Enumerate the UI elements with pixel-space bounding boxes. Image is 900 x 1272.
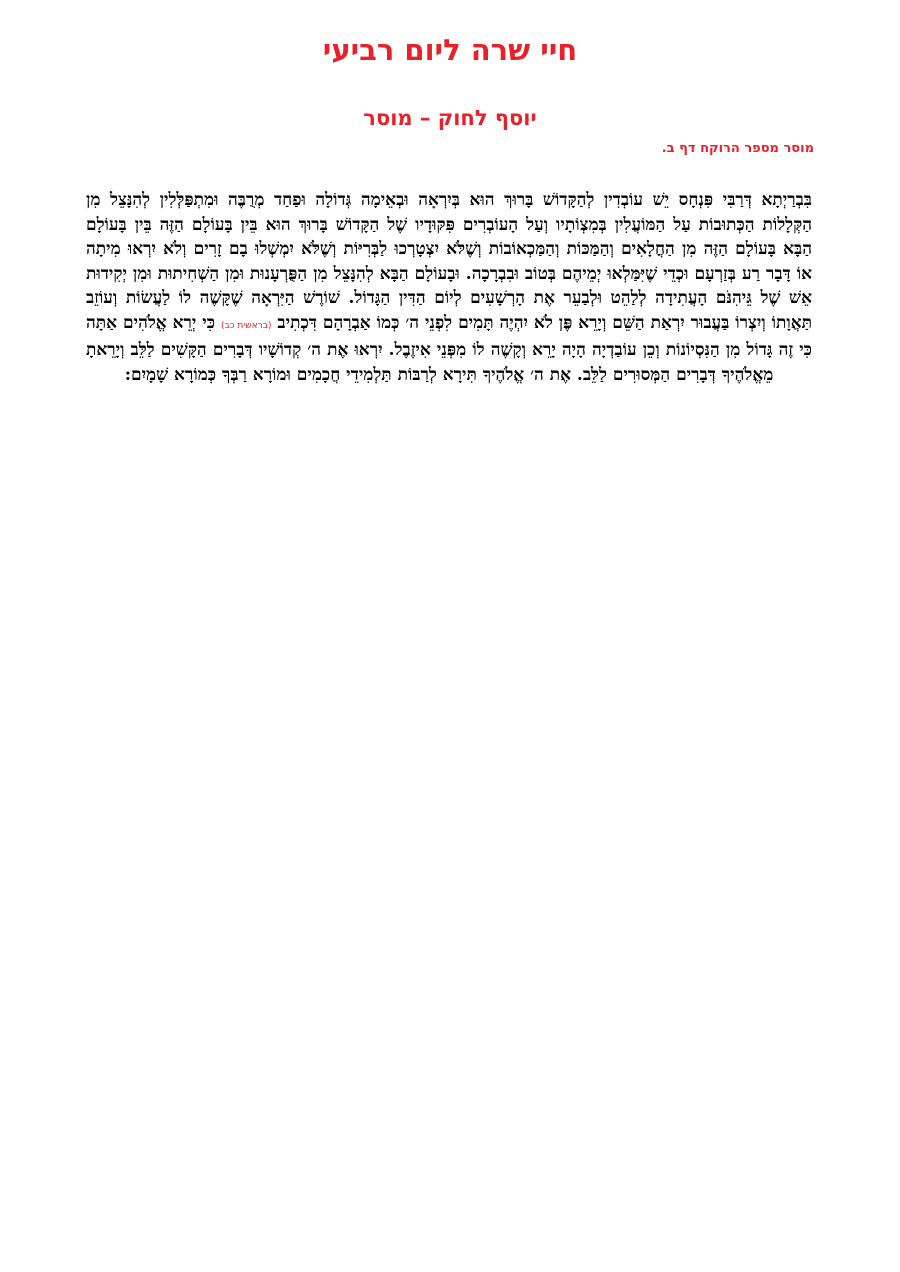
verse-reference: (בראשית כב) (221, 320, 272, 331)
paragraph-part-1: בִּבְרַיְתָא דְּרַבִּי פִּנְחָס יֵשׁ עוֹבְדִין לְהַקָּדוֹשׁ בָּרוּךְ הוּא בְּיִרְאָה וּבְאֵימָה גְּדוֹלָה וּפַחַד מְרֻבֶּה וּמִתְפַּלְּלִין לְהִנָּצֵל מִן הַקְּלָלוֹת הַכְּתוּבוֹת עַל הַמּוֹעֲלִין בְּמִצְוֹתָיו וְעַל הָעוֹבְרִים פִּקּוּדָיו שֶׁל הַקָּדוֹשׁ בָּרוּךְ הוּא בֵּין בָּעוֹלָם הַזֶּה בֵּין בָּעוֹלָם הַבָּא בָּעוֹלָם הַזֶּה מִן הַחֳלָאִים וְהַמַּכּוֹת וְהַמַּכְאוֹבוֹת וְשֶׁלֹּא יִצְטָרְכוּ לַבְּרִיּוֹת וְשֶׁלֹּא יִמְשְׁלוּ בָם זָרִים וְלֹא יִרְאוּ מִיתָה אוֹ דָּבָר רַע בְּזַרְעָם וּכְדֵי שֶׁיִּמַּלְאוּ יְמֵיהֶם בְּטוֹב וּבִבְרָכָה. וּבָעוֹלָם הַבָּא לְהִנָּצֵל מִן הַפֻּרְעָנוּת וּמִן הַשְׁחִיתוּת וּמִן יְקִידוּת אֵשׁ שֶׁל גֵּיהִנֹּם הָעֲתִידָה לְלַהֵט וּלְבַעֵר אֶת הָרְשָׁעִים לְיוֹם הַדִּין הַגָּדוֹל. שׁוֹרֶשׁ הַיִּרְאָה שֶׁקָּשֶׁה לוֹ לַעֲשׂוֹת וְעוֹזֵב תַּאֲוָתוֹ וְיִצְרוֹ בַּעֲבוּר יִרְאַת הַשֵּׁם וְיָרֵא פֶּן לֹא יִהְיֶה תָּמִים לִפְנֵי ה׳ כְּמוֹ אַבְרָהָם דִּכְתִיב (86, 190, 812, 333)
page-subtitle: יוסף לחוק – מוסר (363, 106, 537, 130)
body-paragraph (86, 188, 812, 387)
page-title: חיי שרה ליום רביעי (322, 33, 578, 67)
source-citation: מוסר מספר הרוקח דף ב. (661, 141, 814, 156)
paragraph-part-2: כִּי יְרֵא אֱלֹהִים אַתָּה כִּי זֶה גָּדוֹל מִן הַנִּסְיוֹנוֹת וְכֵן עוֹבַדְיָה הָיָה יָרֵא וְקָשֶׁה לוֹ מִפְּנֵי אִיזֶבֶל. יִרְאוּ אֶת ה׳ קְדוֹשָׁיו דְּבָרִים הַקָּשִׁים לַלֵּב וְיָרֵאתָ מֵאֱלֹהֶיךָ דְּבָרִים הַמְּסוּרִים לַלֵּב. אֶת ה׳ אֱלֹהֶיךָ תִּירָא לְרַבּוֹת תַּלְמִידֵי חֲכָמִים וּמוֹרָא רַבְּךָ כְּמוֹרָא שָׁמָיִם: (86, 312, 812, 385)
